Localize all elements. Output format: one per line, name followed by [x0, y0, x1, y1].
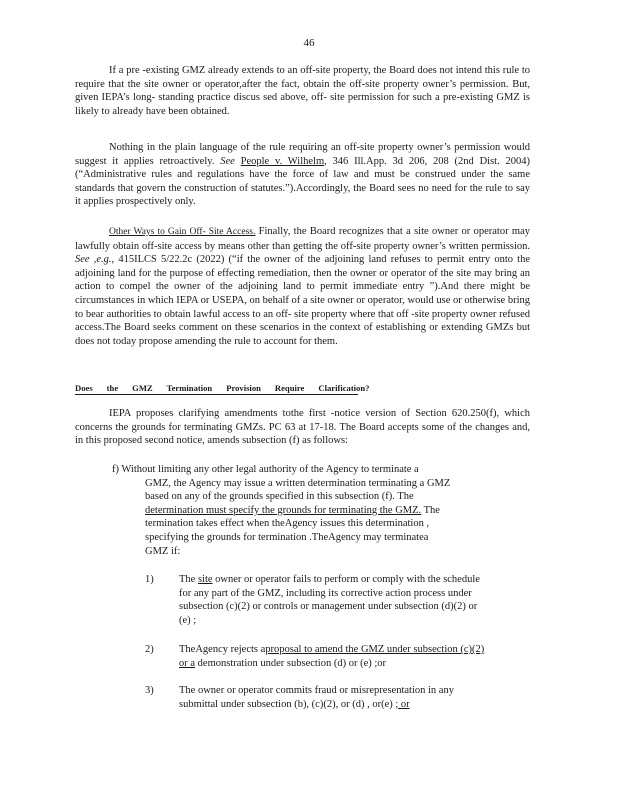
paragraph-iepa-proposal: IEPA proposes clarifying amendments tothe first -notice version of Section 620.250(f), which concerns the grounds for terminating GMZs. PC 63 at 17-18. The Board accepts some of the changes and, in this proposed second notice, amends subsection (f) as follows:: [75, 408, 530, 447]
inserted-text: site: [197, 574, 213, 585]
see-eg-signal: See ,e.g.: [75, 254, 112, 266]
inserted-text: proposal to amend the GMZ under subsection (c)(2) or a: [179, 644, 485, 669]
page-number: 46: [303, 37, 315, 49]
rule-subsection-f: f) Without limiting any other legal authority of the Agency to terminate a GMZ, the Agency may issue a written determination terminating a GMZ based on any of the grounds specified in this subsection (f). The determination must specify the grounds for terminating the GMZ. The termination takes effect when theAgency issues this determination , specifying the grounds for termination .TheAgency may terminatea GMZ if:: [112, 464, 451, 557]
inserted-text: determination must specify the grounds for terminating the GMZ.: [145, 504, 422, 516]
paragraph-heading: Other Ways to Gain Off- Site Access.: [109, 227, 256, 237]
inserted-text: ; or: [395, 698, 410, 710]
paragraph-other-ways: Other Ways to Gain Off- Site Access. Finally, the Board recognizes that a site owner or operator may lawfully obtain off-site access by means other than getting the off-site property owner’s written permission. See ,e.g., 415ILCS 5/22.2c (2022) (“if the owner of the adjoining land refuses to permit entry onto the adjoining land for the purpose of effecting remediation, then the owner or operator of the site may bring an action to compel the owner of the adjoining land to permit immediate entry ”).And there might be circumstances in which IEPA or USEPA, on behalf of a site owner or operator, would use or otherwise bring to bear authorities to obtain lawful access to an off- site property where that off -site property owner refused access.The Board seeks comment on these scenarios in the context of establishing or extending GMZs but does not today propose amending the rule to account for them.: [75, 226, 530, 347]
see-signal: See: [220, 155, 235, 167]
paragraph-preexisting-gmz: If a pre -existing GMZ already extends to an off-site property, the Board does not intend this rule to require that the site owner or operator,after the fact, obtain the off-site property owner’s permission. But, given IEPA’s long- standing practice discus sed above, off- site permission for such a pre-existing GMZ is likely to already have been obtained.: [75, 65, 530, 117]
paragraph-retroactivity: Nothing in the plain language of the rule requiring an off-site property owner’s permission would suggest it applies retroactively. See People v. Wilhelm, 346 Ill.App. 3d 206, 208 (2nd Dist. 2004) (“Administrative rules and regulations have the force of law and must be construed under the same standards that govern the construction of statutes.”).Accordingly, the Board sees no need for the rule to say it applies prospectively only.: [75, 142, 531, 208]
case-citation: People v. Wilhelm: [240, 155, 325, 167]
section-heading: Does the GMZ Termination Provision Require Clarification?: [75, 383, 370, 393]
